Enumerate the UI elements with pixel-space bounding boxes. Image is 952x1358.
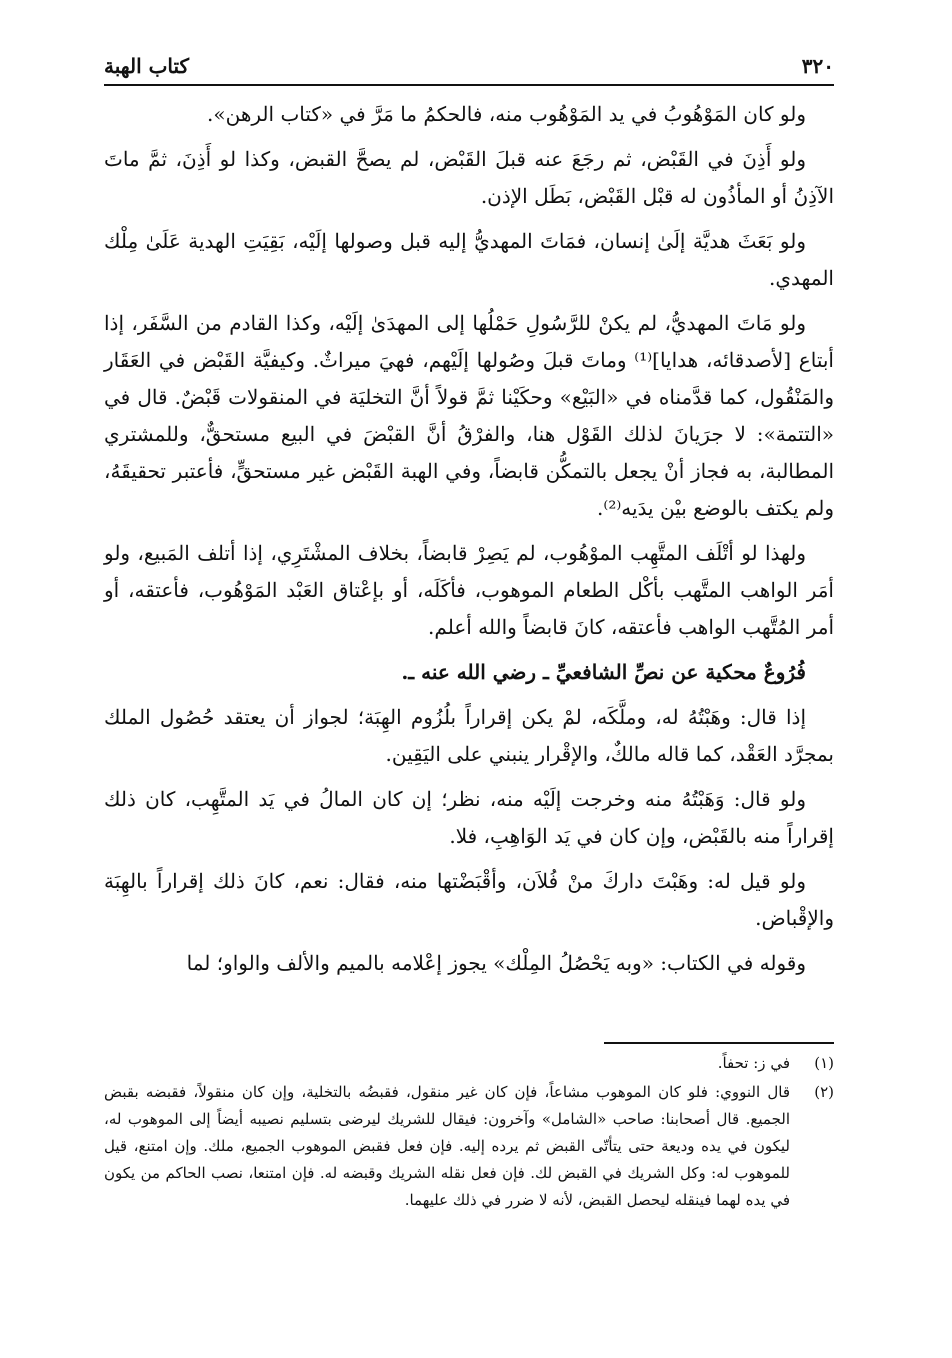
footnote-number: (١) <box>814 1054 834 1072</box>
footnote-text: في ز: تحفاً. <box>717 1054 790 1072</box>
page-header <box>104 34 834 78</box>
footnotes <box>104 1050 834 1216</box>
main-text <box>104 96 834 990</box>
section-heading: فُرُوعٌ محكية عن نصِّ الشافعيِّ ـ رضي الله عنه ـ. <box>401 660 806 684</box>
running-title: كتاب الهبة <box>104 54 190 78</box>
footnote-number: (٢) <box>814 1083 834 1101</box>
page-number: ٣٢٠ <box>801 54 834 78</box>
header-divider <box>104 84 834 86</box>
paragraph: ولو بَعَثَ هديَّة إلَىٰ إنسان، فمَاتَ المهديُّ إليه قبل وصولها إلَيْه، بَقِيَتِ الهدية عَلَىٰ مِلْك المهدي. <box>104 229 834 290</box>
footnote <box>104 1050 834 1077</box>
footnote <box>104 1079 834 1214</box>
paragraph: ولو كان المَوْهُوبُ في يد المَوْهُوب منه، فالحكمُ ما مَرَّ في «كتاب الرهن». <box>207 102 806 126</box>
paragraph: ولو قال: وَهَبْتُهُ منه وخرجت إلَيْه منه، نظر؛ إن كان المالُ في يَد المتَّهِب، كان ذلك إقراراً منه بالقَبْض، وإن كان في يَد الوَاهِبِ، فلا. <box>104 787 834 848</box>
footnote-text: قال النووي: فلو كان الموهوب مشاعاً، فإن كان غير منقول، فقبضُه بالتخلية، وإن كان منقولاً، فقبضه بقبض الجميع. قال أصحابنا: صاحب «الشامل» وآخرون: فيقال للشريك ليرضى بتسليم نصيبه أيضاً إلى الموهوب له، ليكون في يده وديعة حتى يتأتّى القبض ثم يرده إليه. فإن فعل فقبض الموهوب الجميع، ملك. وإن امتنع، قيل للموهوب له: وكل الشريك في القبض لك. فإن فعل نقله الشريك وقبضه له. فإن امتنعا، نصب الحاكم من يكون في يده لهما فينقله ليحصل القبض، لأنه لا ضرر في ذلك عليهما. <box>104 1083 790 1209</box>
paragraph: ولو أَذِنَ في القَبْض، ثم رجَعَ عنه قبلَ القَبْض، لم يصحَّ القبض، وكذا لو أَذِنَ، ثمَّ ماتَ الآذِنُ أو المأذُون له قبْل القَبْض، بَطَل الإذن. <box>104 147 834 208</box>
footnote-divider <box>604 1042 834 1044</box>
paragraph: ولو مَاتَ المهديُّ، لم يكنْ للرَّسُولِ حَمْلُها إلى المهدَىٰ إلَيْه، وكذا القادم من السَّفَر، إذا أبتاع [لأصدقائه، هدايا]⁽¹⁾ وماتَ قبلَ وصُولها إلَيْهم، فهيَ ميراثٌ. وكيفيَّة القَبْض في العَقَار والمَنْقُول، كما قدَّمناه في «البَيْع» وحكَيْنا ثمَّ قولاً أنَّ التخليَة في المنقولات قَبْضٌ. قال في «التتمة»: لا جرَيانَ لذلك القَوْل هنا، والفرْقُ أنَّ القبْضَ في البيع مستحقٌّ، وللمشتري المطالبة، به فجاز أنْ يجعل بالتمكُّن قابضاً، وفي الهبة القَبْض غير مستحقٍّ، فأعتبر تحقيقَهُ، ولم يكتف بالوضع بيْن يدَيه⁽²⁾. <box>104 311 834 520</box>
paragraph: إذا قال: وهَبْتُهُ له، وملَّكَه، لمْ يكن إقراراً بلُزُوم الهِبَة؛ لجواز أن يعتقد حُصُول الملك بمجرَّد العَقْد، كما قاله مالكٌ، والإقْرار ينبني على اليَقِين. <box>104 705 834 766</box>
paragraph: ولو قيل له: وهَبْتَ داركَ منْ فُلاَن، وأقْبَضْتها منه، فقال: نعم، كانَ ذلك إقراراً بالهِبَة والإقْباض. <box>104 869 834 930</box>
paragraph: وقوله في الكتاب: «وبه يَحْصُلُ المِلْك» يجوز إعْلامه بالميم والألف والواو؛ لما <box>186 951 806 975</box>
paragraph: ولهذا لو أتْلَف المتَّهِب الموْهُوب، لم يَصِرْ قابضاً، بخلاف المشْتَرِي، إذا أتلف المَبيع، ولو أمَر الواهب المتَّهب بأكْل الطعام الموهوب، فأكَلَه، أو بإعْتاق العَبْد المَوْهُوب، فأعتقه، أو أمر المُتَّهب الواهب فأعتقه، كانَ قابضاً والله أعلم. <box>104 541 834 639</box>
